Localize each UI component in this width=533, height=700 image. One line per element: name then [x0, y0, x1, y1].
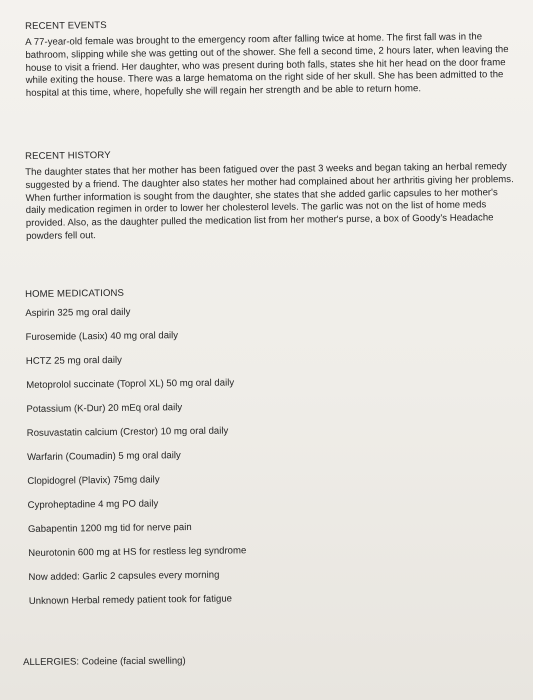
recent-events-section — [25, 15, 518, 101]
allergies-line: ALLERGIES: Codeine (facial swelling) — [23, 655, 186, 668]
recent-events-text: A 77-year-old female was brought to the emergency room after falling twice at home. The first fall was in the bathroom, slipping while she was getting out of the shower. She fell a second time, 2 hours later, when leaving the house to visit a friend. Her daughter, who was present during both falls, states she hit her head on the door frame while exiting the house. There was a large hematoma on the right side of her skull. She has been admitted to the hospital at this time, where, hopefully she will regain her strength and be able to return home. — [25, 31, 509, 100]
home-medications-heading: HOME MEDICATIONS — [25, 287, 125, 300]
medication-item: Neurotonin 600 mg at HS for restless leg syndrome — [28, 545, 247, 559]
recent-history-section — [25, 145, 518, 244]
medication-item: HCTZ 25 mg oral daily — [25, 354, 122, 367]
medication-item: Now added: Garlic 2 capsules every morning — [28, 569, 220, 583]
medication-list — [25, 296, 521, 614]
medication-item: Rosuvastatin calcium (Crestor) 10 mg oral daily — [26, 425, 229, 439]
recent-history-heading: RECENT HISTORY — [25, 149, 111, 162]
recent-history-text: The daughter states that her mother has been fatigued over the past 3 weeks and began taking an herbal remedy suggested by a friend. The daughter also states her mother had complained about her arthritis giving her problems. When further information is sought from the daughter, she states that she added garlic capsules to her mother's daily medication regimen in order to lower her cholesterol levels. The garlic was not on the list of home meds provided. Also, as the daughter pulled the medication list from her mother's purse, a box of Goody's Headache powders fell out. — [25, 161, 514, 242]
medication-item: Potassium (K-Dur) 20 mEq oral daily — [26, 402, 183, 415]
medication-item: Warfarin (Coumadin) 5 mg oral daily — [26, 450, 181, 463]
recent-events-heading: RECENT EVENTS — [25, 20, 107, 32]
home-medications-section — [25, 283, 521, 614]
medication-item: Unknown Herbal remedy patient took for fatigue — [28, 593, 233, 607]
medication-item: Furosemide (Lasix) 40 mg oral daily — [25, 330, 179, 343]
medication-item: Clopidogrel (Plavix) 75mg daily — [27, 474, 160, 487]
medication-item: Gabapentin 1200 mg tid for nerve pain — [27, 521, 192, 535]
medication-item: Cyproheptadine 4 mg PO daily — [27, 498, 159, 511]
medication-item: Metoprolol succinate (Toprol XL) 50 mg oral daily — [26, 377, 235, 391]
medication-item: Aspirin 325 mg oral daily — [25, 306, 131, 319]
